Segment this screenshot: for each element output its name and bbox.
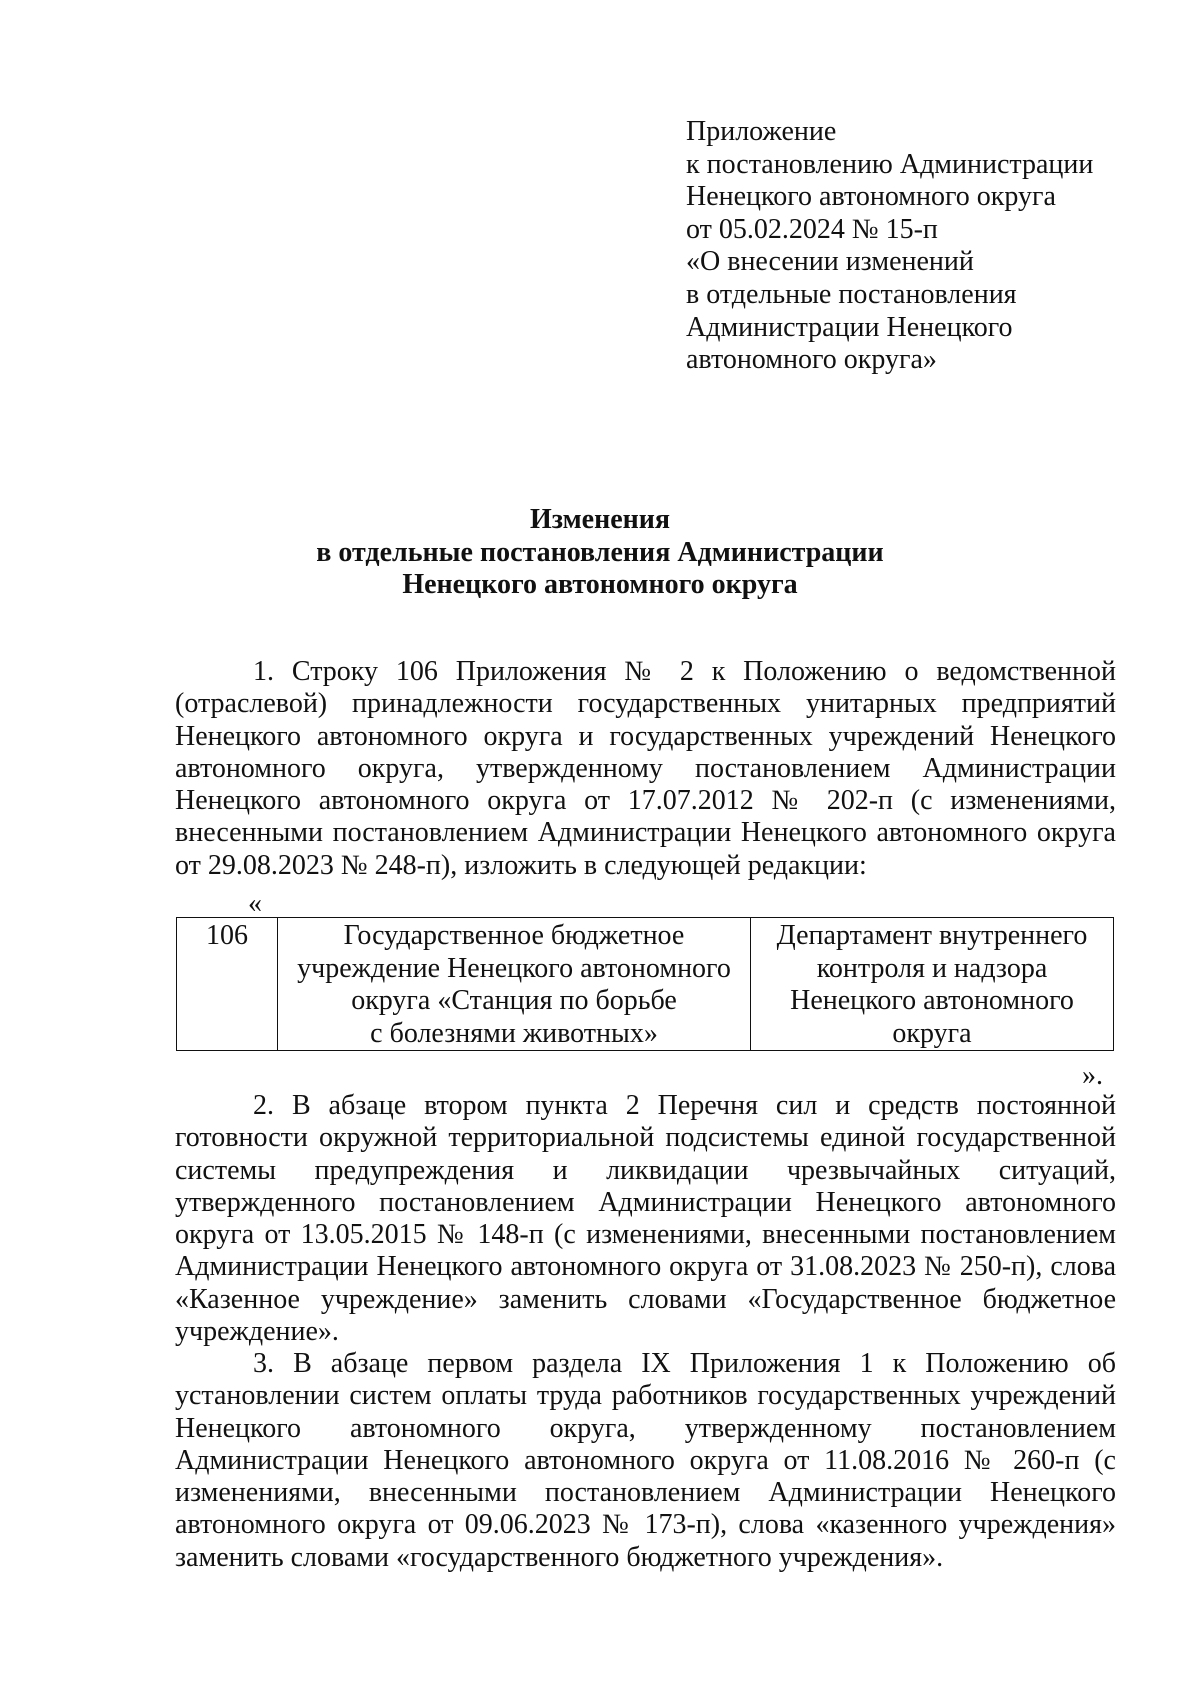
annex-line: Администрации Ненецкого [686, 311, 1013, 343]
annex-header [686, 116, 1156, 377]
annex-line: «О внесении изменений [686, 246, 974, 278]
department-line: округа [892, 1017, 972, 1049]
table-row [177, 918, 1114, 1051]
department-line: Департамент внутреннего [776, 920, 1088, 951]
organization-line: округа «Станция по борьбе [351, 985, 677, 1016]
item-number: 2. [253, 1090, 274, 1121]
department-line: контроля и надзора [816, 952, 1048, 984]
title-line: Изменения [529, 504, 671, 535]
quote-open-mark: « [248, 888, 262, 919]
annex-line: к постановлению Администрации [686, 148, 1094, 180]
title-line: в отдельные постановления Администрации [316, 536, 884, 568]
department-line: Ненецкого автономного [790, 985, 1074, 1016]
item-2-paragraph [175, 1090, 1116, 1348]
item-number: 3. [253, 1348, 274, 1379]
row-number-cell: 106 [177, 918, 278, 1051]
title-line: Ненецкого автономного округа [402, 569, 798, 600]
document-title [0, 504, 1200, 602]
annex-line: в отдельные постановления [686, 278, 1017, 310]
organization-line: с болезнями животных» [370, 1017, 658, 1049]
annex-line: Приложение [686, 116, 837, 147]
organization-line: Государственное бюджетное [343, 920, 685, 951]
annex-line: автономного округа» [686, 344, 937, 376]
annex-line: от 05.02.2024 № 15-п [686, 213, 938, 245]
quote-close-mark: ». [1082, 1060, 1103, 1091]
item-1-paragraph [175, 656, 1116, 882]
item-text: Строку 106 Приложения № 2 к Положению о ведомственной (отраслевой) принадлежности государственных унитарных предприятий Ненецкого автономного округа и государственных учреждений Ненецкого автономного округа, утвержденному постановлением Администрации Ненецкого автономного округа от 17.07.2012 № 202-п (с изменениями, внесенными постановлением Администрации Ненецкого автономного округа от 29.08.2023 № 248-п), изложить в следующей редакции: [175, 656, 1117, 881]
table-row-106 [176, 917, 1114, 1051]
item-number: 1. [253, 656, 274, 687]
item-text: В абзаце первом раздела IX Приложения 1 к Положению об установлении систем оплаты труда работников государственных учреждений Ненецкого автономного округа, утвержденному постановлением Администрации Ненецкого автономного округа от 11.08.2016 № 260-п (с изменениями, внесенными постановлением Администрации Ненецкого автономного округа от 09.06.2023 № 173-п), слова «казенного учреждения» заменить словами «государственного бюджетного учреждения». [175, 1348, 1117, 1573]
organization-line: учреждение Ненецкого автономного [297, 952, 731, 984]
item-text: В абзаце втором пункта 2 Перечня сил и средств постоянной готовности окружной территориальной подсистемы единой государственной системы предупреждения и ликвидации чрезвычайных ситуаций, утвержденного постановлением Администрации Ненецкого автономного округа от 13.05.2015 № 148-п (с изменениями, внесенными постановлением Администрации Ненецкого автономного округа от 31.08.2023 № 250-п), слова «Казенное учреждение» заменить словами «Государственное бюджетное учреждение». [175, 1090, 1116, 1348]
item-3-paragraph [175, 1348, 1116, 1574]
annex-line: Ненецкого автономного округа [686, 181, 1056, 213]
department-cell [751, 918, 1114, 1051]
organization-cell [278, 918, 751, 1051]
